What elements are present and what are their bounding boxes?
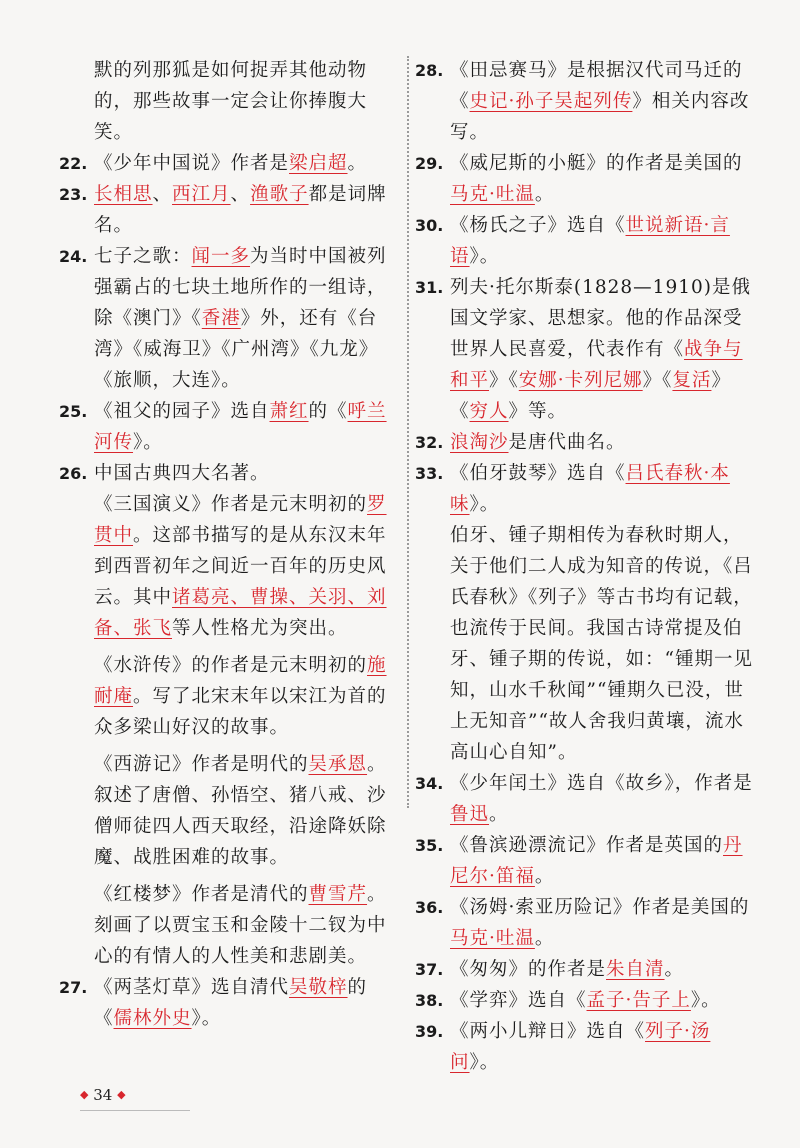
right-column (415, 55, 758, 1078)
answer: 浪淘沙 (450, 432, 509, 453)
item-31: 31. 列夫·托尔斯泰(1828—1910)是俄国文学家、思想家。他的作品深受世界人民喜爱，代表作有《战争与和平》《安娜·卡列尼娜》《复活》《穷人》等。 (415, 277, 751, 422)
item-33-note: 伯牙、锺子期相传为春秋时期人，关于他们二人成为知音的传说，《吕氏春秋》《列子》等古书均有记载，也流传于民间。我国古诗常提及伯牙、锺子期的传说，如：“锺期一见知，山水千秋闻”“锺期久已没，世上无知音”“故人舍我归黄壤，流水高山心自知”。 (450, 525, 753, 763)
answer: 战争与和平 (450, 339, 743, 391)
item-29: 29. 《威尼斯的小艇》的作者是美国的马克·吐温。 (415, 153, 743, 205)
answer: 梁启超 (289, 153, 348, 174)
answer: 萧红 (269, 401, 309, 422)
item-23: 23. 长相思、西江月、渔歌子都是词牌名。 (59, 184, 387, 236)
answer: 吴承恩 (308, 754, 368, 775)
item-26-xiyou: 《西游记》作者是明代的吴承恩。叙述了唐僧、孙悟空、猪八戒、沙僧师徒四人西天取经，沿途降妖除魔、战胜困难的故事。 (94, 754, 387, 868)
answer: 诸葛亮、曹操、关羽、刘备、张飞 (94, 587, 387, 639)
page-number: 34 (93, 1086, 113, 1104)
item-30: 30. 《杨氏之子》选自《世说新语·言语》。 (415, 215, 730, 267)
item-22: 22. 《少年中国说》作者是梁启超。 (59, 153, 368, 174)
answer: 世说新语·言语 (450, 215, 730, 267)
diamond-icon: ◆ (80, 1088, 89, 1101)
answer: 罗贯中 (94, 494, 387, 546)
answer: 朱自清 (606, 959, 665, 980)
answer: 吕氏春秋·本味 (450, 463, 730, 515)
answer: 西江月 (172, 184, 231, 205)
answer: 香港 (201, 308, 241, 329)
answer: 儒林外史 (113, 1008, 192, 1029)
answer: 吴敬梓 (289, 977, 348, 998)
column-divider (407, 56, 409, 808)
answer: 渔歌子 (250, 184, 309, 205)
diamond-icon: ◆ (117, 1088, 126, 1101)
item-37: 37. 《匆匆》的作者是朱自清。 (415, 959, 685, 980)
item-33: 33. 《伯牙鼓琴》选自《吕氏春秋·本味》。 (415, 463, 730, 515)
answer: 曹雪芹 (308, 884, 368, 905)
answer: 鲁迅 (450, 804, 490, 825)
answer: 呼兰河传 (94, 401, 387, 453)
item-26-sanguo: 《三国演义》作者是元末明初的罗贯中。这部书描写的是从东汉末年到西晋初年之间近一百年的历史风云。其中诸葛亮、曹操、关羽、刘备、张飞等人性格尤为突出。 (94, 494, 387, 639)
intro-text: 默的列那狐是如何捉弄其他动物的，那些故事一定会让你捧腹大笑。 (94, 60, 368, 143)
answer: 列子·汤问 (450, 1021, 711, 1073)
footer-rule (80, 1110, 190, 1111)
answer: 复活 (672, 370, 712, 391)
item-38: 38. 《学弈》选自《孟子·告子上》。 (415, 990, 721, 1011)
item-24: 24. 七子之歌：闻一多为当时中国被列强霸占的七块土地所作的一组诗，除《澳门》《香港》外，还有《台湾》《威海卫》《广州湾》《九龙》《旅顺，大连》。 (59, 246, 387, 391)
answer: 安娜·卡列尼娜 (518, 370, 643, 391)
answer: 穷人 (469, 401, 509, 422)
page-footer (80, 1086, 126, 1104)
item-35: 35. 《鲁滨逊漂流记》作者是英国的丹尼尔·笛福。 (415, 835, 743, 887)
answer: 马克·吐温 (450, 928, 535, 949)
item-26-shuihu: 《水浒传》的作者是元末明初的施耐庵。写了北宋末年以宋江为首的众多梁山好汉的故事。 (94, 655, 387, 738)
item-32: 32. 浪淘沙是唐代曲名。 (415, 432, 626, 453)
left-column (59, 55, 402, 1034)
item-26: 26. 中国古典四大名著。 (59, 463, 270, 484)
answer: 长相思 (94, 184, 153, 205)
item-25: 25. 《祖父的园子》选自萧红的《呼兰河传》。 (59, 401, 387, 453)
answer: 闻一多 (191, 246, 251, 267)
answer: 丹尼尔·笛福 (450, 835, 743, 887)
item-36: 36. 《汤姆·索亚历险记》作者是美国的马克·吐温。 (415, 897, 750, 949)
answer: 马克·吐温 (450, 184, 535, 205)
answer: 史记·孙子吴起列传 (469, 91, 633, 112)
item-28: 28. 《田忌赛马》是根据汉代司马迁的《史记·孙子吴起列传》相关内容改写。 (415, 60, 750, 143)
item-34: 34. 《少年闰土》选自《故乡》，作者是鲁迅。 (415, 773, 753, 825)
answer: 孟子·告子上 (586, 990, 691, 1011)
item-27: 27. 《两茎灯草》选自清代吴敬梓的《儒林外史》。 (59, 977, 368, 1029)
item-39: 39. 《两小儿辩日》选自《列子·汤问》。 (415, 1021, 711, 1073)
item-26-honglou: 《红楼梦》作者是清代的曹雪芹。刻画了以贾宝玉和金陵十二钗为中心的有情人的人性美和悲剧美。 (94, 884, 387, 967)
answer: 施耐庵 (94, 655, 387, 707)
